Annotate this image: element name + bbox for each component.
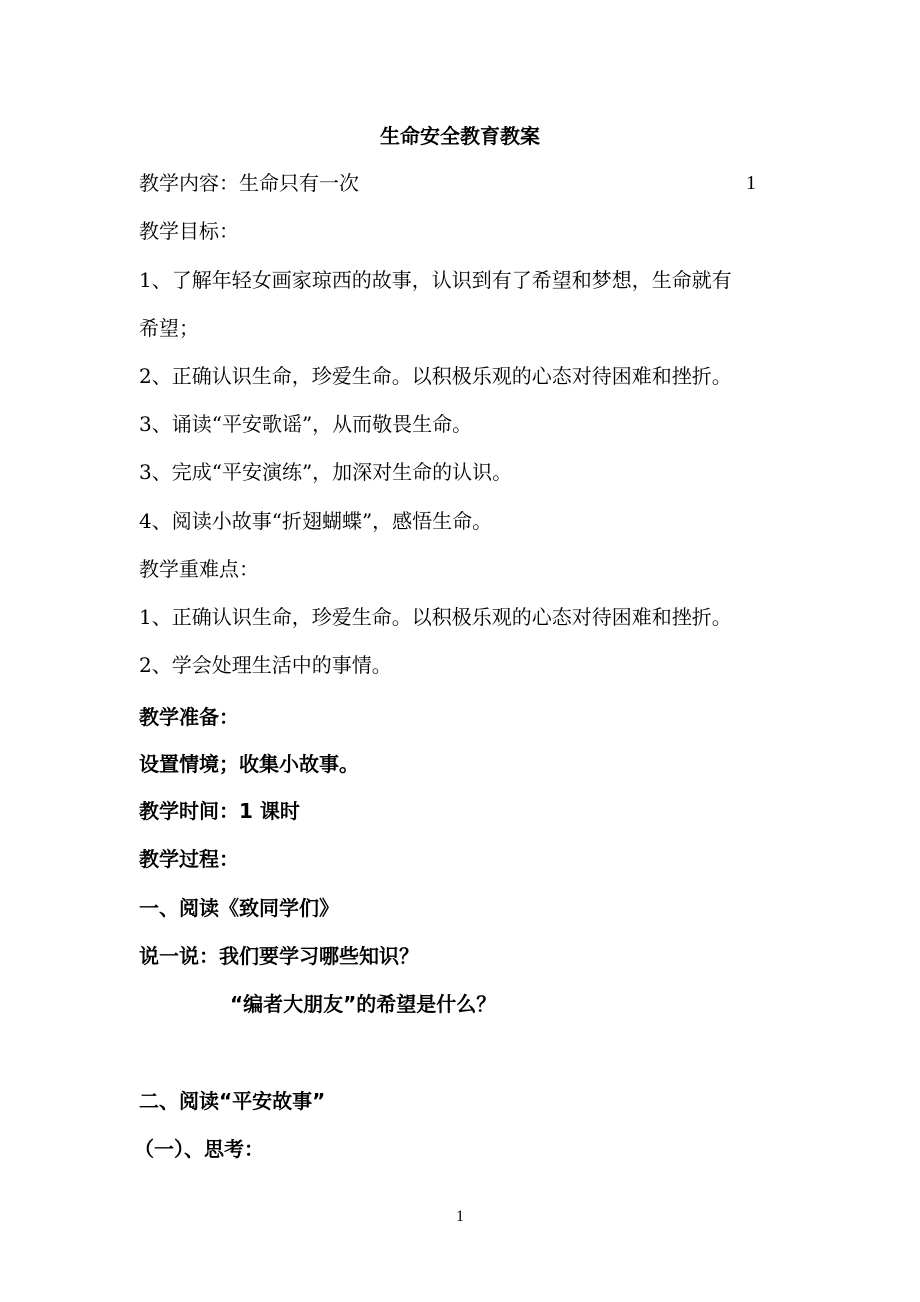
keypoint-1: 1、正确认识生命，珍爱生命。以积极乐观的心态对待困难和挫折。: [139, 605, 732, 629]
say-line: 说一说：我们要学习哪些知识？: [139, 944, 419, 968]
section-1-heading: 一、阅读《致同学们》: [139, 896, 339, 920]
keypoint-2: 2、学会处理生活中的事情。: [139, 653, 392, 677]
prep-content: 设置情境；收集小故事。: [139, 752, 359, 776]
say-line-2: “编者大朋友”的希望是什么？: [230, 992, 497, 1016]
goals-heading: 教学目标：: [139, 219, 239, 243]
document-title: 生命安全教育教案: [380, 124, 540, 148]
goal-2: 2、正确认识生命，珍爱生命。以积极乐观的心态对待困难和挫折。: [139, 364, 732, 388]
prep-heading: 教学准备：: [139, 705, 239, 729]
content-line: 教学内容：生命只有一次: [139, 171, 359, 195]
content-number: 1: [746, 172, 756, 194]
goal-4: 4、阅读小故事“折翅蝴蝶”，感悟生命。: [139, 509, 493, 533]
time-line: 教学时间：1 课时: [139, 799, 300, 823]
keypoints-heading: 教学重难点：: [139, 557, 259, 581]
goal-3b: 3、完成“平安演练”，加深对生命的认识。: [139, 460, 513, 484]
goal-1-line-1: 1、了解年轻女画家琼西的故事，认识到有了希望和梦想，生命就有: [139, 268, 732, 292]
process-heading: 教学过程：: [139, 847, 239, 871]
section-2-heading: 二、阅读“平安故事”: [139, 1089, 326, 1113]
goal-1-line-2: 希望；: [139, 316, 199, 340]
think-line: （一）、思考：: [134, 1137, 264, 1161]
goal-3: 3、诵读“平安歌谣”，从而敬畏生命。: [139, 412, 473, 436]
page-number: 1: [456, 1208, 464, 1225]
